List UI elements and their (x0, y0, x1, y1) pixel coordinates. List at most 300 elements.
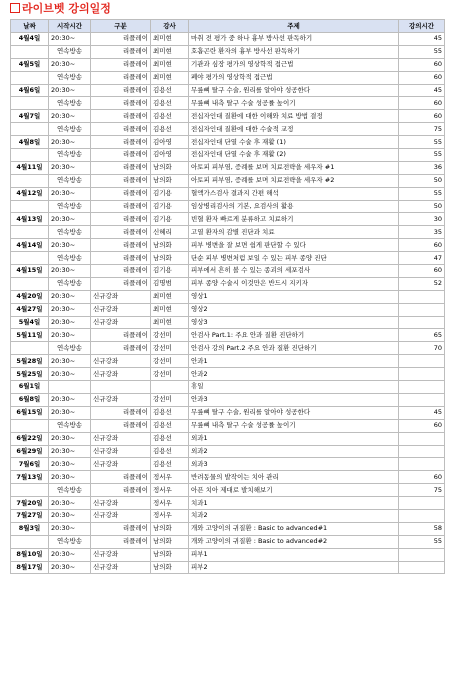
row-time: 연속방송 (49, 97, 91, 110)
row-date (11, 252, 49, 265)
row-mins: 55 (399, 535, 445, 548)
table-row (11, 110, 445, 123)
row-teacher: 강선미 (151, 368, 189, 381)
table-row (11, 33, 445, 46)
row-teacher: 김용선 (151, 123, 189, 136)
table-row (11, 265, 445, 278)
row-date: 4월5일 (11, 58, 49, 71)
row-mins: 55 (399, 149, 445, 162)
row-teacher: 정서우 (151, 497, 189, 510)
row-teacher: 김기용 (151, 200, 189, 213)
row-date: 8월10일 (11, 548, 49, 561)
row-teacher: 강선미 (151, 329, 189, 342)
row-type: 리플레이 (91, 45, 151, 58)
row-subject: 전십자인대 단열 수술 후 재활 (2) (189, 149, 399, 162)
row-teacher: 김아영 (151, 136, 189, 149)
row-subject: 피부에서 흔히 볼 수 있는 종괴의 세포검사 (189, 265, 399, 278)
row-time: 20:30~ (49, 522, 91, 535)
row-type: 리플레이 (91, 277, 151, 290)
row-time: 20:30~ (49, 432, 91, 445)
row-mins (399, 393, 445, 406)
row-date (11, 123, 49, 136)
row-type: 신규강좌 (91, 290, 151, 303)
row-time: 20:30~ (49, 548, 91, 561)
row-subject: 개와 고양이의 귀질환 : Basic to advanced#2 (189, 535, 399, 548)
row-type: 리플레이 (91, 265, 151, 278)
row-time: 20:30~ (49, 458, 91, 471)
row-mins: 30 (399, 213, 445, 226)
row-type: 리플레이 (91, 84, 151, 97)
table-row (11, 497, 445, 510)
row-date: 6월8일 (11, 393, 49, 406)
row-mins (399, 432, 445, 445)
row-mins: 60 (399, 110, 445, 123)
row-subject: 무릎뼈 내측 탈구 수술 성공률 높이기 (189, 97, 399, 110)
table-row (11, 161, 445, 174)
table-row (11, 252, 445, 265)
row-subject: 안검사 Part.1: 주요 안과 질환 진단하기 (189, 329, 399, 342)
row-type: 리플레이 (91, 239, 151, 252)
row-subject: 빈혈 환자 빠르게 분류하고 치료하기 (189, 213, 399, 226)
row-date (11, 149, 49, 162)
header-teacher: 강사 (151, 20, 189, 33)
row-time: 연속방송 (49, 45, 91, 58)
row-time: 연속방송 (49, 252, 91, 265)
row-time: 20:30~ (49, 329, 91, 342)
row-type: 리플레이 (91, 200, 151, 213)
row-mins: 60 (399, 471, 445, 484)
row-subject: 안과1 (189, 355, 399, 368)
header-mins: 강의시간 (399, 20, 445, 33)
table-row (11, 355, 445, 368)
row-time: 20:30~ (49, 497, 91, 510)
row-teacher: 김용선 (151, 84, 189, 97)
row-teacher: 김용선 (151, 458, 189, 471)
checkbox-icon (10, 3, 20, 13)
row-time: 20:30~ (49, 471, 91, 484)
row-subject: 마취 전 평가 중 하나 흉부 방사선 판독하기 (189, 33, 399, 46)
row-type: 신규강좌 (91, 445, 151, 458)
row-type: 리플레이 (91, 33, 151, 46)
table-row (11, 84, 445, 97)
row-subject: 아토피 피부염, 증례를 보며 치료전략을 세우자 #2 (189, 174, 399, 187)
row-mins: 58 (399, 522, 445, 535)
table-row (11, 381, 445, 394)
row-type: 리플레이 (91, 58, 151, 71)
header-time: 시작시간 (49, 20, 91, 33)
row-type: 리플레이 (91, 174, 151, 187)
table-row (11, 226, 445, 239)
table-row (11, 303, 445, 316)
row-date: 5월25일 (11, 368, 49, 381)
row-date: 8월17일 (11, 561, 49, 574)
row-time: 연속방송 (49, 200, 91, 213)
row-subject: 피부 종양 수술시 이것만은 반드시 지키자 (189, 277, 399, 290)
row-date: 7월27일 (11, 509, 49, 522)
table-row (11, 406, 445, 419)
row-mins: 60 (399, 419, 445, 432)
row-time: 20:30~ (49, 368, 91, 381)
row-date: 4월15일 (11, 265, 49, 278)
row-date: 4월12일 (11, 187, 49, 200)
row-teacher: 남의화 (151, 561, 189, 574)
row-mins: 60 (399, 97, 445, 110)
row-date: 7월20일 (11, 497, 49, 510)
row-teacher: 남의화 (151, 239, 189, 252)
page-title (10, 2, 111, 16)
header-subject: 주제 (189, 20, 399, 33)
row-time: 20:30~ (49, 406, 91, 419)
table-row (11, 471, 445, 484)
row-date: 4월7일 (11, 110, 49, 123)
row-type: 리플레이 (91, 213, 151, 226)
row-type: 리플레이 (91, 252, 151, 265)
row-subject: 전십자인대 질환에 대한 수술적 교정 (189, 123, 399, 136)
row-mins: 45 (399, 33, 445, 46)
row-mins: 35 (399, 226, 445, 239)
row-type: 리플레이 (91, 342, 151, 355)
row-type: 신규강좌 (91, 355, 151, 368)
row-time: 20:30~ (49, 445, 91, 458)
row-subject: 단순 피부 병변처럼 보일 수 있는 피부 종양 진단 (189, 252, 399, 265)
row-time: 연속방송 (49, 277, 91, 290)
row-type: 리플레이 (91, 110, 151, 123)
table-row (11, 213, 445, 226)
table-row (11, 277, 445, 290)
row-date (11, 484, 49, 497)
row-teacher: 최미현 (151, 71, 189, 84)
row-time: 20:30~ (49, 355, 91, 368)
row-subject: 외과2 (189, 445, 399, 458)
row-mins (399, 316, 445, 329)
row-mins: 55 (399, 187, 445, 200)
row-subject: 전십자인대 질환에 대한 이해와 치료 방법 결정 (189, 110, 399, 123)
row-teacher: 김용선 (151, 406, 189, 419)
row-subject: 기관과 심장 평가의 영상학적 접근법 (189, 58, 399, 71)
row-teacher: 김용선 (151, 432, 189, 445)
row-date (11, 226, 49, 239)
row-date (11, 200, 49, 213)
row-teacher: 최미현 (151, 290, 189, 303)
table-row (11, 149, 445, 162)
row-type: 리플레이 (91, 187, 151, 200)
row-type: 리플레이 (91, 161, 151, 174)
row-mins: 65 (399, 329, 445, 342)
table-row (11, 548, 445, 561)
table-row (11, 71, 445, 84)
table-row (11, 97, 445, 110)
row-subject: 임상병리검사의 기본, 요검사의 활용 (189, 200, 399, 213)
row-teacher: 남의화 (151, 522, 189, 535)
table-body (11, 33, 445, 574)
table-row (11, 200, 445, 213)
row-mins: 55 (399, 136, 445, 149)
table-row (11, 174, 445, 187)
row-subject: 피부1 (189, 548, 399, 561)
row-subject: 안검사 강의 Part.2 주요 안과 질환 진단하기 (189, 342, 399, 355)
row-date: 6월1일 (11, 381, 49, 394)
row-date (11, 97, 49, 110)
table-row (11, 432, 445, 445)
row-time: 20:30~ (49, 84, 91, 97)
table-row (11, 484, 445, 497)
table-row (11, 187, 445, 200)
row-subject: 아픈 치아 제대로 발치해보기 (189, 484, 399, 497)
row-time: 연속방송 (49, 123, 91, 136)
row-teacher: 남의화 (151, 535, 189, 548)
row-subject: 폐야 평가의 영상학적 접근법 (189, 71, 399, 84)
row-mins (399, 561, 445, 574)
row-subject: 무릎뼈 탈구 수술, 원리를 알아야 성공한다 (189, 406, 399, 419)
row-time: 20:30~ (49, 290, 91, 303)
row-subject: 영상2 (189, 303, 399, 316)
row-date (11, 342, 49, 355)
row-subject: 안과3 (189, 393, 399, 406)
row-date (11, 535, 49, 548)
row-date: 4월8일 (11, 136, 49, 149)
row-subject: 전십자인대 단열 수술 후 재활 (1) (189, 136, 399, 149)
row-date: 6월22일 (11, 432, 49, 445)
row-type: 리플레이 (91, 535, 151, 548)
row-subject: 개와 고양이의 귀질환 : Basic to advanced#1 (189, 522, 399, 535)
row-subject: 영상3 (189, 316, 399, 329)
row-teacher: 최미현 (151, 303, 189, 316)
table-row (11, 458, 445, 471)
row-mins (399, 355, 445, 368)
row-mins (399, 509, 445, 522)
row-mins: 75 (399, 123, 445, 136)
table-row (11, 239, 445, 252)
schedule-table (10, 19, 445, 574)
row-teacher: 신혜리 (151, 226, 189, 239)
table-row (11, 58, 445, 71)
table-row (11, 136, 445, 149)
row-type: 신규강좌 (91, 497, 151, 510)
row-date (11, 45, 49, 58)
row-date: 4월20일 (11, 290, 49, 303)
row-type: 신규강좌 (91, 432, 151, 445)
row-teacher: 남의화 (151, 174, 189, 187)
row-mins: 60 (399, 71, 445, 84)
row-type: 리플레이 (91, 226, 151, 239)
row-date: 4월14일 (11, 239, 49, 252)
row-time: 20:30~ (49, 136, 91, 149)
row-type: 신규강좌 (91, 509, 151, 522)
row-type: 신규강좌 (91, 316, 151, 329)
table-row (11, 45, 445, 58)
row-mins: 52 (399, 277, 445, 290)
row-teacher: 김명범 (151, 277, 189, 290)
row-subject: 치과2 (189, 509, 399, 522)
row-date: 7월6일 (11, 458, 49, 471)
row-date (11, 419, 49, 432)
row-type: 리플레이 (91, 522, 151, 535)
row-time: 20:30~ (49, 303, 91, 316)
row-type: 리플레이 (91, 136, 151, 149)
row-type: 신규강좌 (91, 548, 151, 561)
header-type: 구분 (91, 20, 151, 33)
row-date: 4월11일 (11, 161, 49, 174)
row-subject: 치과1 (189, 497, 399, 510)
row-teacher: 김용선 (151, 419, 189, 432)
table-row (11, 522, 445, 535)
row-type: 리플레이 (91, 97, 151, 110)
row-mins (399, 548, 445, 561)
row-date: 8월3일 (11, 522, 49, 535)
table-row (11, 509, 445, 522)
table-row (11, 316, 445, 329)
row-time (49, 381, 91, 394)
row-teacher: 최미현 (151, 45, 189, 58)
row-time: 20:30~ (49, 187, 91, 200)
row-type: 신규강좌 (91, 303, 151, 316)
row-subject: 외과3 (189, 458, 399, 471)
row-date: 6월15일 (11, 406, 49, 419)
row-subject: 외과1 (189, 432, 399, 445)
row-mins: 50 (399, 174, 445, 187)
row-mins: 45 (399, 84, 445, 97)
table-row (11, 393, 445, 406)
row-time: 연속방송 (49, 149, 91, 162)
row-type: 리플레이 (91, 149, 151, 162)
row-subject: 휴일 (189, 381, 399, 394)
row-teacher: 정서우 (151, 484, 189, 497)
row-subject: 무릎뼈 내측 탈구 수술 성공률 높이기 (189, 419, 399, 432)
row-time: 20:30~ (49, 316, 91, 329)
row-date: 4월4일 (11, 33, 49, 46)
row-subject: 피부2 (189, 561, 399, 574)
table-row (11, 535, 445, 548)
row-time: 연속방송 (49, 174, 91, 187)
row-mins (399, 303, 445, 316)
table-row (11, 445, 445, 458)
row-time: 20:30~ (49, 509, 91, 522)
row-type (91, 381, 151, 394)
row-time: 연속방송 (49, 535, 91, 548)
row-date: 5월28일 (11, 355, 49, 368)
row-subject: 무릎뼈 탈구 수술, 원리를 알아야 성공한다 (189, 84, 399, 97)
row-date: 4월6일 (11, 84, 49, 97)
row-teacher: 정서우 (151, 509, 189, 522)
row-time: 20:30~ (49, 213, 91, 226)
row-mins (399, 445, 445, 458)
row-subject: 혈액가스검사 결과지 간편 해석 (189, 187, 399, 200)
row-date: 5월11일 (11, 329, 49, 342)
row-time: 연속방송 (49, 71, 91, 84)
row-type: 리플레이 (91, 71, 151, 84)
row-date (11, 277, 49, 290)
row-mins: 60 (399, 58, 445, 71)
row-time: 연속방송 (49, 419, 91, 432)
row-time: 20:30~ (49, 265, 91, 278)
row-teacher: 최미현 (151, 33, 189, 46)
row-teacher: 김용선 (151, 110, 189, 123)
row-type: 신규강좌 (91, 393, 151, 406)
row-time: 20:30~ (49, 161, 91, 174)
table-row (11, 561, 445, 574)
row-mins (399, 290, 445, 303)
row-time: 연속방송 (49, 342, 91, 355)
row-teacher: 김용선 (151, 97, 189, 110)
header-date: 날짜 (11, 20, 49, 33)
table-row (11, 290, 445, 303)
row-teacher: 남의화 (151, 252, 189, 265)
row-subject: 고열 환자의 감별 진단과 치료 (189, 226, 399, 239)
row-mins: 36 (399, 161, 445, 174)
row-teacher: 강선미 (151, 393, 189, 406)
row-date: 5월4일 (11, 316, 49, 329)
row-time: 20:30~ (49, 393, 91, 406)
row-subject: 안과2 (189, 368, 399, 381)
row-teacher: 최미현 (151, 58, 189, 71)
page-title-text: 라이브벳 강의일정 (22, 2, 111, 15)
row-mins: 60 (399, 239, 445, 252)
row-type: 신규강좌 (91, 368, 151, 381)
row-subject: 호흡곤란 환자의 흉부 방사선 판독하기 (189, 45, 399, 58)
row-mins: 45 (399, 406, 445, 419)
row-time: 20:30~ (49, 110, 91, 123)
row-teacher: 김기용 (151, 265, 189, 278)
row-teacher: 정서우 (151, 471, 189, 484)
row-subject: 피부 병변을 잘 보면 쉽게 판단할 수 있다 (189, 239, 399, 252)
row-teacher (151, 381, 189, 394)
row-type: 리플레이 (91, 484, 151, 497)
row-subject: 영상1 (189, 290, 399, 303)
row-subject: 아토피 피부염, 증례를 보며 치료전략을 세우자 #1 (189, 161, 399, 174)
row-date (11, 174, 49, 187)
row-mins (399, 368, 445, 381)
row-date: 4월27일 (11, 303, 49, 316)
row-type: 리플레이 (91, 329, 151, 342)
row-mins (399, 497, 445, 510)
row-date: 6월29일 (11, 445, 49, 458)
row-type: 리플레이 (91, 123, 151, 136)
table-row (11, 329, 445, 342)
row-type: 리플레이 (91, 471, 151, 484)
header-row (11, 20, 445, 33)
table-row (11, 368, 445, 381)
row-mins: 70 (399, 342, 445, 355)
row-type: 신규강좌 (91, 458, 151, 471)
row-teacher: 김아영 (151, 149, 189, 162)
row-time: 20:30~ (49, 58, 91, 71)
row-mins: 55 (399, 45, 445, 58)
row-teacher: 최미현 (151, 316, 189, 329)
row-type: 리플레이 (91, 406, 151, 419)
row-time: 20:30~ (49, 239, 91, 252)
row-type: 신규강좌 (91, 561, 151, 574)
row-teacher: 남의화 (151, 548, 189, 561)
row-mins: 47 (399, 252, 445, 265)
row-time: 20:30~ (49, 33, 91, 46)
row-teacher: 강선미 (151, 355, 189, 368)
row-mins (399, 458, 445, 471)
row-time: 20:30~ (49, 561, 91, 574)
row-teacher: 김기용 (151, 213, 189, 226)
row-mins (399, 381, 445, 394)
row-teacher: 강선미 (151, 342, 189, 355)
row-teacher: 김기용 (151, 187, 189, 200)
row-date: 4월13일 (11, 213, 49, 226)
row-mins: 75 (399, 484, 445, 497)
table-row (11, 342, 445, 355)
row-mins: 60 (399, 265, 445, 278)
row-teacher: 남의화 (151, 161, 189, 174)
row-mins: 50 (399, 200, 445, 213)
row-date: 7월13일 (11, 471, 49, 484)
row-time: 연속방송 (49, 484, 91, 497)
table-row (11, 419, 445, 432)
